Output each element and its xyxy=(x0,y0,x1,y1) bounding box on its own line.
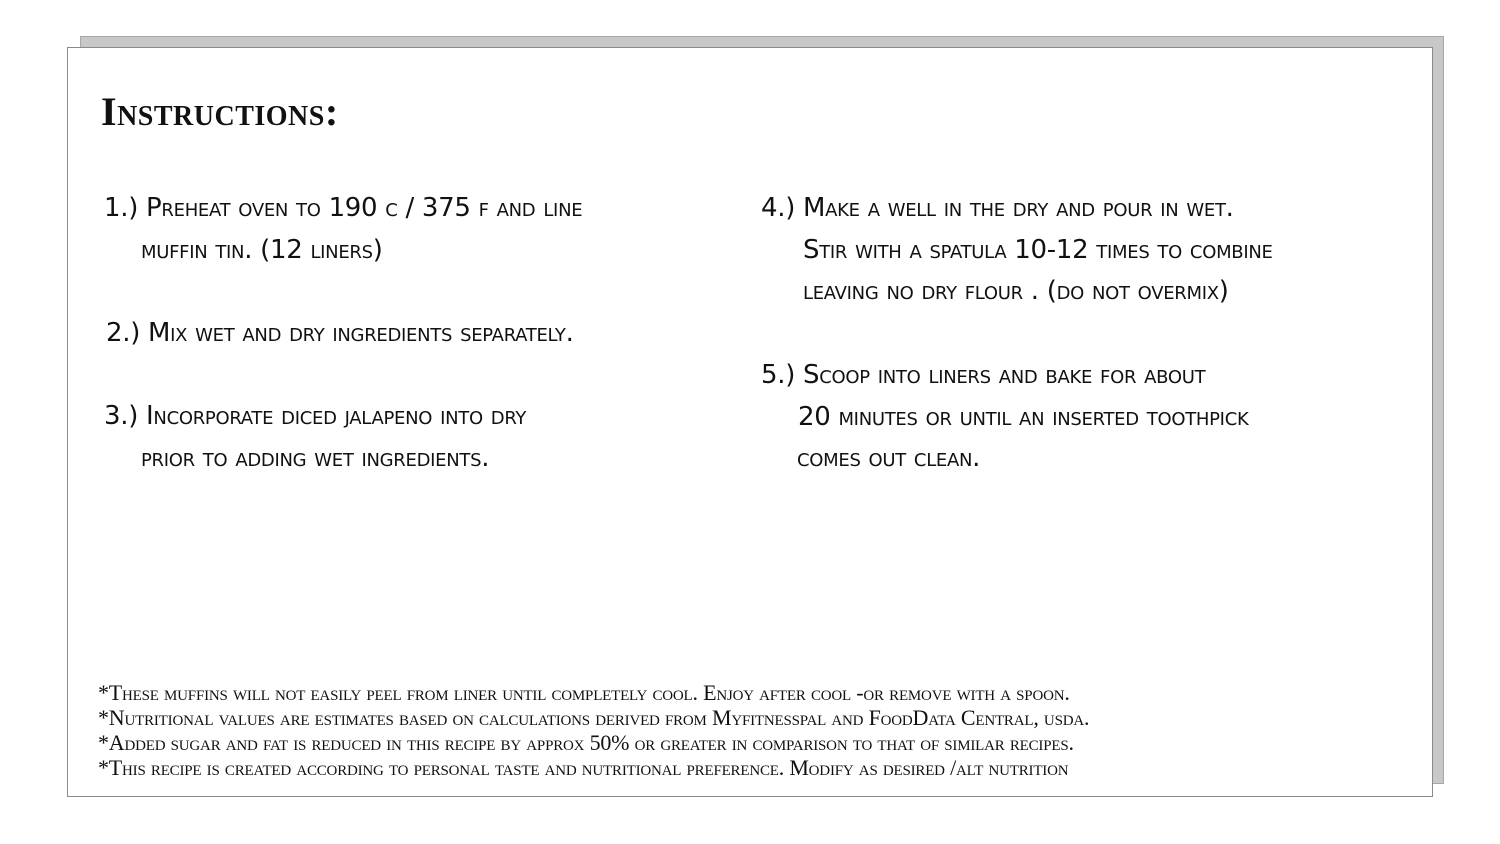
footnote: *This recipe is created according to personal taste and nutritional preference. Modify as desired /alt nutrition xyxy=(98,755,1069,780)
step-number: 2.) xyxy=(106,318,141,348)
step-text: Preheat oven to 190 c / 375 f and line xyxy=(146,193,583,223)
step-3-line-1 xyxy=(104,396,526,438)
step-text: Scoop into liners and bake for about xyxy=(803,360,1206,390)
step-3 xyxy=(104,396,526,479)
step-text: Make a well in the dry and pour in wet. xyxy=(803,193,1234,223)
step-text: Mix wet and dry ingredients separately. xyxy=(148,318,574,348)
step-5 xyxy=(761,355,1248,480)
step-number: 1.) xyxy=(104,193,139,223)
step-3-line-2: prior to adding wet ingredients. xyxy=(141,442,490,473)
step-1 xyxy=(104,188,582,271)
step-1-line-2: muffin tin. (12 liners) xyxy=(141,234,383,265)
step-5-line-3: comes out clean. xyxy=(797,443,981,473)
page-title: Instructions: xyxy=(101,89,339,134)
footnotes xyxy=(98,680,1089,780)
footnote: *Added sugar and fat is reduced in this recipe by approx 50% or greater in comparison to that of similar recipes. xyxy=(98,730,1074,755)
step-4-line-2: Stir with a spatula 10-12 times to combine xyxy=(803,234,1273,265)
step-5-line-1 xyxy=(761,355,1248,397)
step-number: 4.) xyxy=(761,193,796,223)
footnote: *Nutritional values are estimates based on calculations derived from Myfitnesspal and FoodData Central, usda. xyxy=(98,705,1090,730)
step-number: 5.) xyxy=(761,360,796,390)
step-2-line-1 xyxy=(106,313,574,355)
step-1-line-1 xyxy=(104,188,582,230)
step-4-line-3: leaving no dry flour . (do not overmix) xyxy=(803,276,1229,306)
step-number: 3.) xyxy=(104,401,139,431)
step-text: Incorporate diced jalapeno into dry xyxy=(146,401,527,431)
footnote: *These muffins will not easily peel from liner until completely cool. Enjoy after cool -or remove with a spoon. xyxy=(98,680,1070,705)
step-2 xyxy=(106,313,574,355)
step-4 xyxy=(761,188,1273,313)
step-5-line-2: 20 minutes or until an inserted toothpick xyxy=(798,401,1249,432)
step-4-line-1 xyxy=(761,188,1273,230)
